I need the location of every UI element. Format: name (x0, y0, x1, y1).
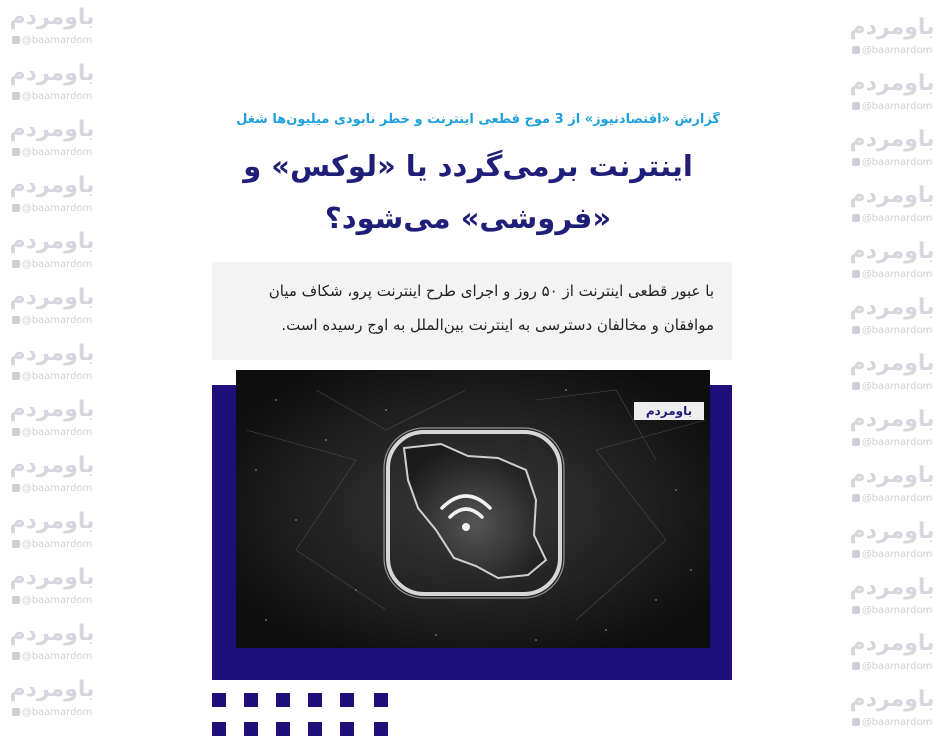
watermark-logo: باومردم (849, 351, 935, 376)
watermark-handle: @baamardom (844, 436, 940, 450)
decorative-square (340, 722, 354, 736)
watermark (840, 346, 945, 402)
decorative-square (276, 722, 290, 736)
social-icon (852, 718, 860, 726)
watermark-handle: @baamardom (844, 156, 940, 170)
watermark-logo: باومردم (849, 71, 935, 96)
watermark (0, 56, 105, 112)
watermark (840, 234, 945, 290)
image-logo: باومردم (634, 402, 704, 420)
decorative-square (308, 693, 322, 707)
watermark-column-right (840, 0, 945, 756)
article-headline: اینترنت برمی‌گردد یا «لوکس» و «فروشی» می‌شود؟ (243, 149, 693, 235)
watermark-handle: @baamardom (844, 212, 940, 226)
social-icon (12, 92, 20, 100)
watermark-handle: @baamardom (4, 538, 100, 552)
watermark-logo: باومردم (849, 407, 935, 432)
decorative-square (374, 722, 388, 736)
watermark-logo: باومردم (9, 565, 95, 590)
watermark-logo: باومردم (9, 117, 95, 142)
watermark-handle: @baamardom (4, 202, 100, 216)
decorative-squares-row (212, 693, 392, 707)
watermark-logo: باومردم (849, 15, 935, 40)
watermark (0, 672, 105, 728)
decorative-square (244, 693, 258, 707)
watermark-handle: @baamardom (4, 258, 100, 272)
watermark (840, 178, 945, 234)
watermark-logo: باومردم (9, 285, 95, 310)
watermark-handle: @baamardom (844, 492, 940, 506)
social-icon (12, 596, 20, 604)
watermark-handle: @baamardom (4, 370, 100, 384)
watermark-handle: @baamardom (4, 34, 100, 48)
watermark (0, 112, 105, 168)
watermark-logo: باومردم (9, 61, 95, 86)
watermark (840, 122, 945, 178)
watermark-handle: @baamardom (4, 482, 100, 496)
watermark-logo: باومردم (9, 5, 95, 30)
watermark-handle: @baamardom (4, 146, 100, 160)
watermark (840, 570, 945, 626)
watermark-logo: باومردم (849, 519, 935, 544)
social-icon (12, 540, 20, 548)
watermark-logo: باومردم (849, 295, 935, 320)
social-icon (852, 326, 860, 334)
watermark-handle: @baamardom (844, 548, 940, 562)
watermark (840, 682, 945, 738)
watermark-handle: @baamardom (4, 426, 100, 440)
watermark-logo: باومردم (9, 677, 95, 702)
watermark-handle: @baamardom (4, 594, 100, 608)
watermark-logo: باومردم (849, 463, 935, 488)
decorative-square (308, 722, 322, 736)
decorative-square (244, 722, 258, 736)
watermark-logo: باومردم (9, 397, 95, 422)
watermark-handle: @baamardom (4, 90, 100, 104)
decorative-squares-row (212, 722, 392, 736)
watermark-logo: باومردم (849, 631, 935, 656)
social-icon (12, 36, 20, 44)
watermark-column-left (0, 0, 105, 756)
watermark-handle: @baamardom (844, 660, 940, 674)
social-icon (852, 102, 860, 110)
watermark-handle: @baamardom (844, 324, 940, 338)
social-icon (852, 382, 860, 390)
watermark-logo: باومردم (9, 341, 95, 366)
watermark (840, 514, 945, 570)
watermark (0, 448, 105, 504)
watermark (0, 224, 105, 280)
article-kicker: گزارش «اقتصادنیوز» از 3 موج قطعی اینترنت و خطر نابودی میلیون‌ها شغل (236, 112, 720, 127)
social-icon (12, 260, 20, 268)
watermark (0, 336, 105, 392)
watermark-handle: @baamardom (844, 100, 940, 114)
watermark (0, 616, 105, 672)
watermark (0, 560, 105, 616)
social-icon (852, 46, 860, 54)
article-lead: با عبور قطعی اینترنت از ۵۰ روز و اجرای طرح اینترنت پرو، شکاف میان موافقان و مخالفان دسترسی به اینترنت بین‌الملل به اوج رسیده است. (212, 262, 732, 360)
social-icon (12, 428, 20, 436)
watermark (840, 66, 945, 122)
decorative-square (340, 693, 354, 707)
social-icon (852, 438, 860, 446)
decorative-square (276, 693, 290, 707)
decorative-square (374, 693, 388, 707)
social-icon (12, 372, 20, 380)
watermark-handle: @baamardom (844, 268, 940, 282)
article-image (236, 370, 710, 648)
social-icon (852, 214, 860, 222)
watermark-handle: @baamardom (4, 650, 100, 664)
decorative-square (212, 693, 226, 707)
watermark-logo: باومردم (9, 229, 95, 254)
watermark-handle: @baamardom (844, 380, 940, 394)
watermark (840, 402, 945, 458)
watermark (840, 10, 945, 66)
watermark (0, 0, 105, 56)
watermark-handle: @baamardom (4, 314, 100, 328)
watermark (840, 290, 945, 346)
social-icon (12, 484, 20, 492)
social-icon (12, 708, 20, 716)
watermark-logo: باومردم (9, 453, 95, 478)
watermark-logo: باومردم (9, 621, 95, 646)
watermark-handle: @baamardom (4, 706, 100, 720)
watermark (0, 280, 105, 336)
watermark-handle: @baamardom (844, 44, 940, 58)
watermark-logo: باومردم (849, 183, 935, 208)
social-icon (852, 550, 860, 558)
social-icon (852, 494, 860, 502)
watermark-handle: @baamardom (844, 716, 940, 730)
watermark-handle: @baamardom (844, 604, 940, 618)
social-icon (852, 662, 860, 670)
social-icon (852, 606, 860, 614)
social-icon (12, 148, 20, 156)
decorative-square (212, 722, 226, 736)
watermark (840, 458, 945, 514)
watermark-logo: باومردم (849, 687, 935, 712)
watermark (0, 504, 105, 560)
watermark-logo: باومردم (849, 239, 935, 264)
social-icon (852, 158, 860, 166)
social-icon (852, 270, 860, 278)
social-icon (12, 652, 20, 660)
social-icon (12, 204, 20, 212)
watermark-logo: باومردم (849, 575, 935, 600)
watermark (0, 392, 105, 448)
social-icon (12, 316, 20, 324)
watermark-logo: باومردم (9, 509, 95, 534)
watermark-logo: باومردم (849, 127, 935, 152)
watermark (840, 626, 945, 682)
watermark (0, 168, 105, 224)
watermark-logo: باومردم (9, 173, 95, 198)
